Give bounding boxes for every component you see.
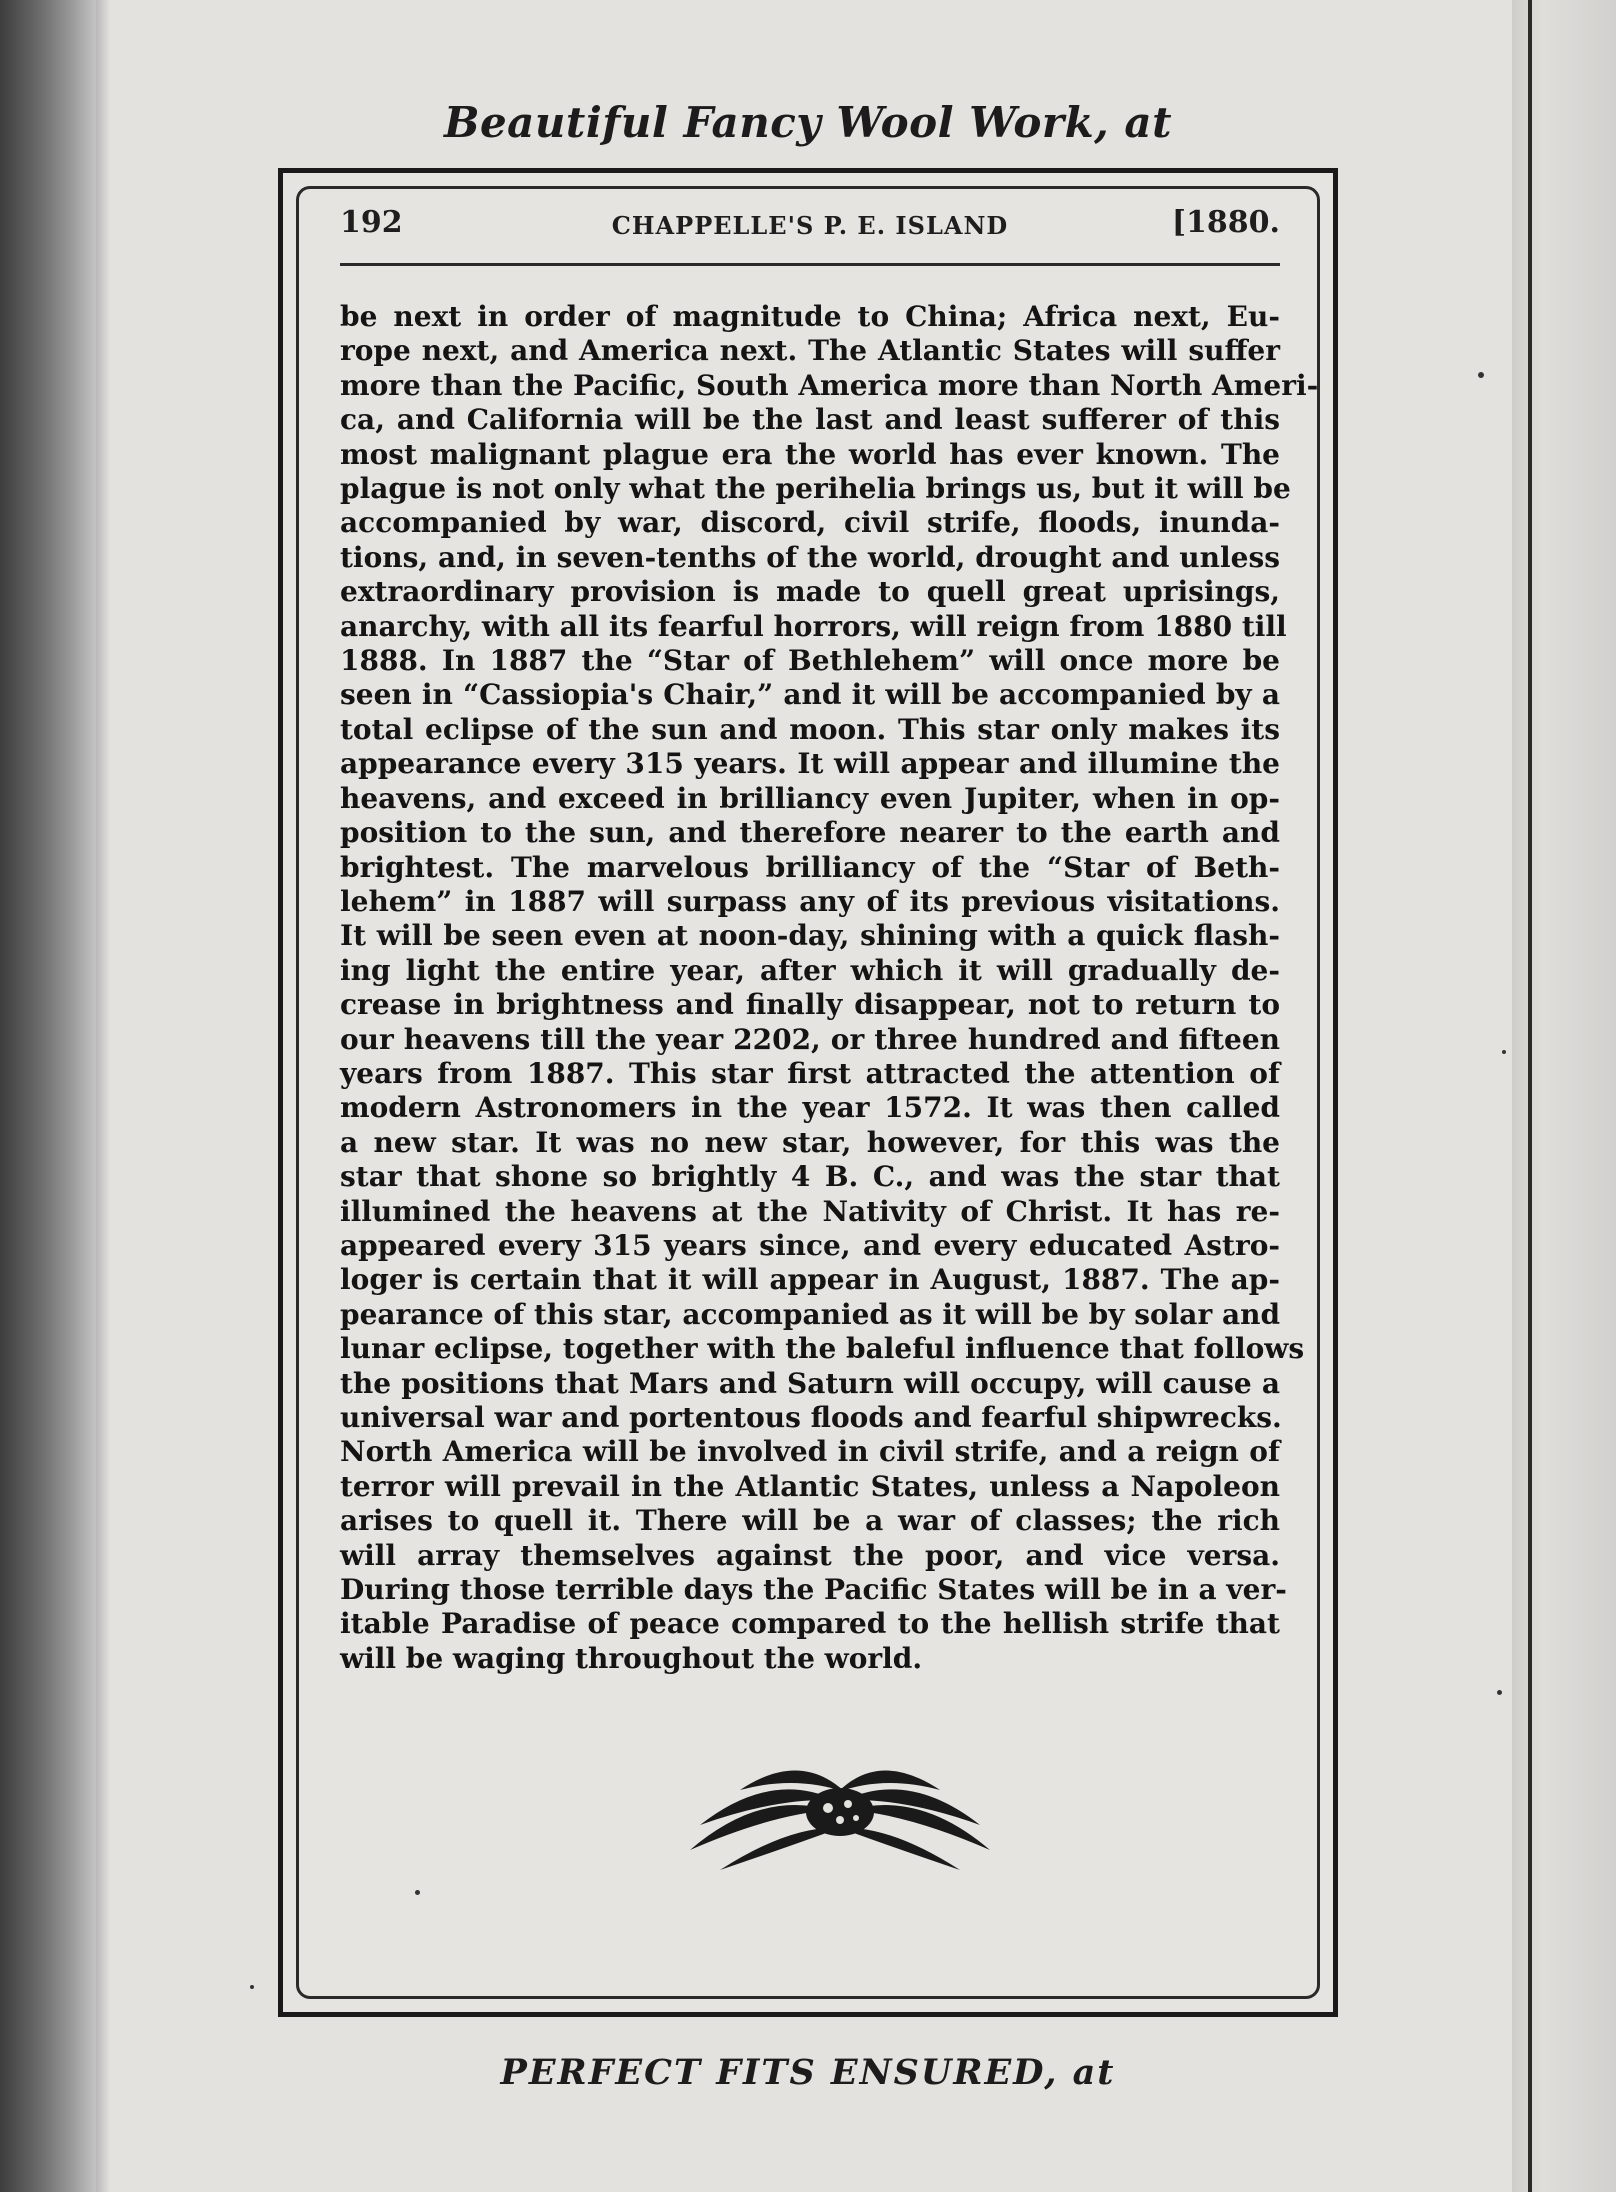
body-line: plague is not only what the perihelia brings us, but it will be: [340, 472, 1291, 506]
head-divider: [340, 263, 1280, 266]
body-line: lehem” in 1887 will surpass any of its previous visitations.: [340, 884, 1280, 918]
running-head-title: CHAPPELLE'S P. E. ISLAND: [611, 211, 1009, 240]
body-line: total eclipse of the sun and moon. This star only makes its: [340, 712, 1280, 746]
page-number: 192: [340, 205, 403, 240]
body-line: heavens, and exceed in brilliancy even Jupiter, when in op-: [340, 781, 1280, 815]
body-line: pearance of this star, accompanied as it will be by solar and: [340, 1297, 1281, 1331]
running-head: [340, 205, 1280, 255]
body-line: North America will be involved in civil strife, and a reign of: [340, 1435, 1280, 1469]
body-line: position to the sun, and therefore nearer to the earth and: [340, 816, 1280, 850]
body-line: arises to quell it. There will be a war of classes; the rich: [340, 1504, 1280, 1538]
footer-advertisement: PERFECT FITS ENSURED, at: [500, 2052, 1116, 2093]
body-line: tions, and, in seven-tenths of the world, drought and unless: [340, 540, 1280, 574]
wheat-sheaf-ornament-icon: [680, 1730, 1000, 1880]
body-line: more than the Pacific, South America more than North Ameri-: [340, 368, 1319, 402]
body-line: the positions that Mars and Saturn will occupy, will cause a: [340, 1366, 1280, 1400]
body-line: It will be seen even at noon-day, shining with a quick flash-: [340, 919, 1280, 953]
body-line: star that shone so brightly 4 B. C., and was the star that: [340, 1160, 1280, 1194]
body-line: ca, and California will be the last and least sufferer of this: [340, 403, 1280, 437]
body-line: rope next, and America next. The Atlantic States will suffer: [340, 334, 1280, 368]
scan-right-rule: [1528, 0, 1532, 2192]
body-line: appeared every 315 years since, and every educated Astro-: [340, 1228, 1280, 1262]
body-line: years from 1887. This star first attracted the attention of: [340, 1056, 1280, 1090]
body-line: 1888. In 1887 the “Star of Bethlehem” will once more be: [340, 644, 1280, 678]
body-line: crease in brightness and finally disappear, not to return to: [340, 988, 1280, 1022]
body-line: anarchy, with all its fearful horrors, will reign from 1880 till: [340, 609, 1287, 643]
body-line: extraordinary provision is made to quell great uprisings,: [340, 575, 1280, 609]
body-line: During those terrible days the Pacific States will be in a ver-: [340, 1573, 1287, 1607]
scan-binding-shadow: [0, 0, 96, 2192]
body-line: illumined the heavens at the Nativity of Christ. It has re-: [340, 1194, 1280, 1228]
body-line: accompanied by war, discord, civil strife, floods, inunda-: [340, 506, 1280, 540]
body-line: terror will prevail in the Atlantic States, unless a Napoleon: [340, 1469, 1280, 1503]
body-line: ing light the entire year, after which it will gradually de-: [340, 953, 1280, 987]
body-paragraph: [340, 300, 1319, 1676]
body-line: be next in order of magnitude to China; Africa next, Eu-: [340, 300, 1280, 333]
body-line: universal war and portentous floods and fearful shipwrecks.: [340, 1401, 1282, 1434]
running-head-year: [1880.: [1171, 205, 1280, 240]
scan-page-edge: [96, 0, 110, 2192]
body-line: our heavens till the year 2202, or three hundred and fifteen: [340, 1022, 1280, 1056]
body-line: a new star. It was no new star, however, for this was the: [340, 1125, 1280, 1159]
header-advertisement: Beautiful Fancy Wool Work, at: [443, 98, 1173, 147]
body-line: lunar eclipse, together with the baleful influence that follows: [340, 1332, 1305, 1366]
body-line: will array themselves against the poor, and vice versa.: [340, 1538, 1280, 1572]
body-line: loger is certain that it will appear in August, 1887. The ap-: [340, 1263, 1280, 1297]
body-line: appearance every 315 years. It will appear and illumine the: [340, 747, 1280, 781]
body-line: will be waging throughout the world.: [340, 1641, 923, 1675]
body-line: itable Paradise of peace compared to the hellish strife that: [340, 1607, 1280, 1641]
body-line: brightest. The marvelous brilliancy of the “Star of Beth-: [340, 850, 1280, 884]
body-line: modern Astronomers in the year 1572. It was then called: [340, 1091, 1280, 1125]
body-line: seen in “Cassiopia's Chair,” and it will be accompanied by a: [340, 678, 1280, 712]
body-line: most malignant plague era the world has ever known. The: [340, 437, 1280, 471]
